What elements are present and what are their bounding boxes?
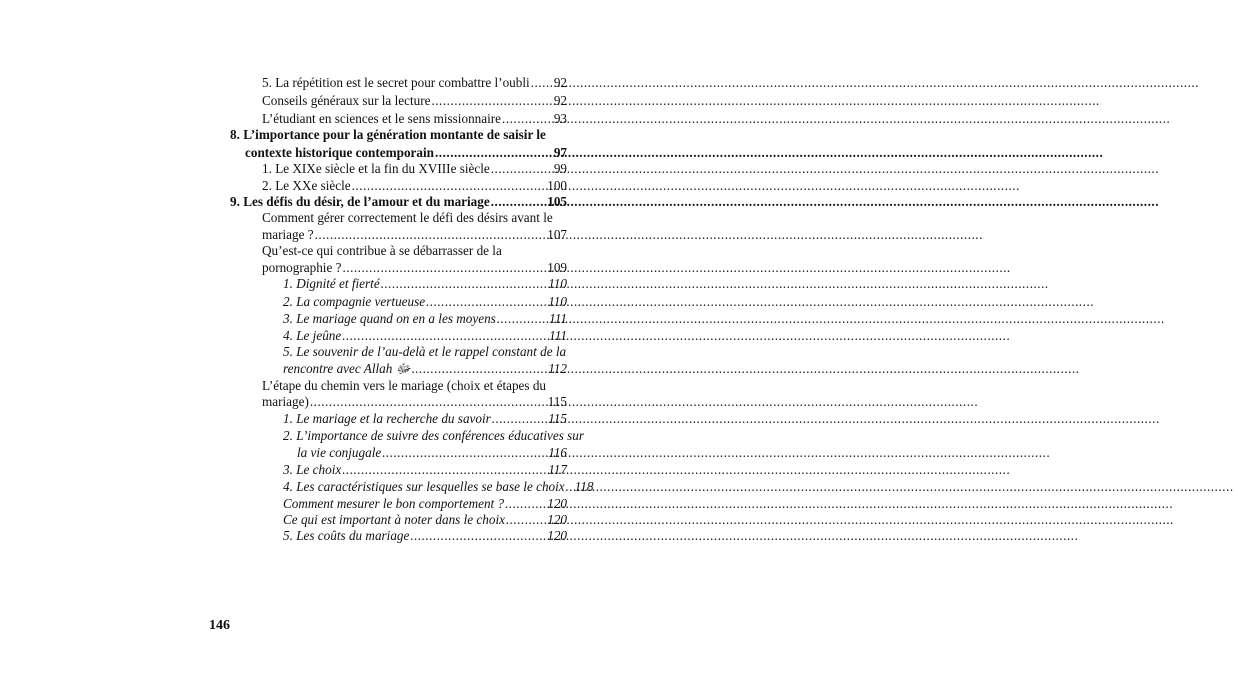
toc-entry: [262, 259, 567, 276]
toc-entry-title: Ce qui est important à noter dans le choix: [283, 512, 505, 527]
toc-subentry: [283, 495, 567, 512]
toc-entry-page: 107: [547, 227, 567, 242]
toc-entry-page: 117: [548, 462, 567, 477]
toc-entry-title: 3. Le choix: [283, 462, 342, 477]
toc-subentry: [283, 343, 567, 360]
toc-leader-dots: [566, 478, 574, 495]
toc-entry-title: 4. Les caractéristiques sur lesquelles se base le choix: [283, 479, 565, 494]
toc-subentry: [283, 527, 567, 544]
toc-leader-dots: [431, 92, 552, 109]
toc-entry-page: 116: [548, 445, 567, 460]
toc-entry-page: 112: [548, 361, 567, 376]
toc-leader-dots: [426, 293, 547, 310]
toc-entry-page: 109: [547, 260, 567, 275]
toc-entry: [262, 110, 567, 127]
toc-subentry: [283, 511, 567, 528]
toc-leader-dots: [435, 144, 553, 161]
toc-subentry: [283, 478, 594, 495]
toc-entry-title: 4. Le jeûne: [283, 328, 342, 343]
toc-entry-title: Comment gérer correctement le défi des désirs avant le: [262, 210, 553, 225]
toc-entry-title: 5. La répétition est le secret pour combattre l’oubli: [262, 75, 530, 90]
toc-entry-page: 115: [548, 411, 567, 426]
toc-entry-page: 105: [547, 194, 567, 209]
toc-entry-title: Comment mesurer le bon comportement ?: [283, 496, 505, 511]
toc-entry-page: 97: [553, 145, 567, 160]
toc-entry: [262, 242, 567, 259]
toc-entry-title: Conseils généraux sur la lecture: [262, 93, 431, 108]
toc-leader-dots: [492, 410, 547, 427]
toc-subentry: [283, 410, 567, 427]
toc-entry-page: 115: [547, 394, 567, 409]
toc-entry: [262, 177, 567, 194]
toc-leader-dots: [342, 327, 548, 344]
toc-entry-title: Qu’est-ce qui contribue à se débarrasser de la: [262, 243, 502, 258]
toc-leader-dots: [342, 461, 547, 478]
toc-leader-dots: [502, 110, 553, 127]
toc-entry-title: 1. Le mariage et la recherche du savoir: [283, 411, 491, 426]
toc-leader-dots: [410, 527, 546, 544]
toc-subentry: [283, 360, 567, 377]
toc-entry-page: 120: [547, 496, 567, 511]
toc-entry-title: 5. Les coûts du mariage: [283, 528, 410, 543]
toc-leader-dots: [491, 160, 553, 177]
toc-entry: [262, 226, 567, 243]
toc-leader-dots: [310, 393, 547, 410]
toc-entry-page: 110: [548, 294, 567, 309]
toc-leader-dots: [315, 226, 547, 243]
toc-entry-page: 120: [547, 528, 567, 543]
toc-entry-title: L’étape du chemin vers le mariage (choix et étapes du: [262, 378, 547, 393]
toc-entry-title: pornographie ?: [262, 260, 342, 275]
toc-entry-title: 3. Le mariage quand on en a les moyens: [283, 311, 496, 326]
toc-entry-title: 2. L’importance de suivre des conférences éducatives sur: [283, 428, 585, 443]
toc-leader-dots: [497, 310, 548, 327]
toc-entry-title: 2. Le XXe siècle: [262, 178, 351, 193]
toc-leader-dots: [382, 444, 547, 461]
toc-chapter-entry: [230, 193, 567, 210]
toc-leader-dots: [491, 193, 546, 210]
toc-subentry: [283, 293, 567, 310]
toc-entry-page: 92: [553, 75, 567, 90]
toc-entry-title: 9. Les défis du désir, de l’amour et du mariage: [230, 194, 490, 209]
toc-entry: [262, 393, 567, 410]
toc-subentry: [283, 427, 585, 444]
toc-entry-title: L’étudiant en sciences et le sens missionnaire: [262, 111, 502, 126]
toc-entry-title: 5. Le souvenir de l’au-delà et le rappel constant de la: [283, 344, 567, 359]
toc-entry-title: contexte historique contemporain: [245, 145, 434, 160]
toc-subentry: [283, 327, 567, 344]
toc-entry: [262, 74, 567, 91]
toc-entry: [262, 160, 567, 177]
toc-leader-dots: [381, 275, 548, 292]
toc-leader-dots: [342, 259, 546, 276]
toc-entry-page: 120: [547, 512, 567, 527]
toc-leader-dots: [352, 177, 547, 194]
toc-entry-title: mariage ?: [262, 227, 314, 242]
toc-entry-title: rencontre avec Allah ﷻ: [283, 361, 411, 376]
toc-entry-page: 93: [553, 111, 567, 126]
toc-entry-title: la vie conjugale: [297, 445, 382, 460]
toc-entry-title: 1. Le XIXe siècle et la fin du XVIIIe siècle: [262, 161, 490, 176]
toc-entry-page: 111: [549, 328, 567, 343]
toc-leader-dots: [505, 495, 546, 512]
toc-subentry: [283, 275, 567, 292]
toc-entry-title: 2. La compagnie vertueuse: [283, 294, 426, 309]
toc-subentry: [283, 310, 567, 327]
toc-chapter-entry: [245, 144, 567, 161]
toc-subentry: [297, 444, 567, 461]
toc-entry-title: 1. Dignité et fierté: [283, 276, 380, 291]
toc-entry-page: 111: [549, 311, 567, 326]
toc-entry-page: 92: [553, 93, 567, 108]
toc-subentry: [283, 461, 567, 478]
toc-entry: [262, 92, 567, 109]
toc-entry-page: 100: [547, 178, 567, 193]
toc-leader-dots: [531, 74, 553, 91]
toc-entry-title: 8. L’importance pour la génération montante de saisir le: [230, 127, 546, 142]
toc-entry-page: 118: [574, 479, 594, 494]
toc-entry-page: 99: [553, 161, 567, 176]
toc-entry: [262, 209, 567, 226]
toc-leader-dots: [412, 360, 548, 377]
page-number: 146: [209, 618, 230, 633]
toc-entry: [262, 377, 567, 394]
toc-entry-title: mariage): [262, 394, 309, 409]
toc-chapter-entry: [230, 126, 567, 143]
toc-leader-dots: [506, 511, 546, 528]
toc-entry-page: 110: [548, 276, 567, 291]
